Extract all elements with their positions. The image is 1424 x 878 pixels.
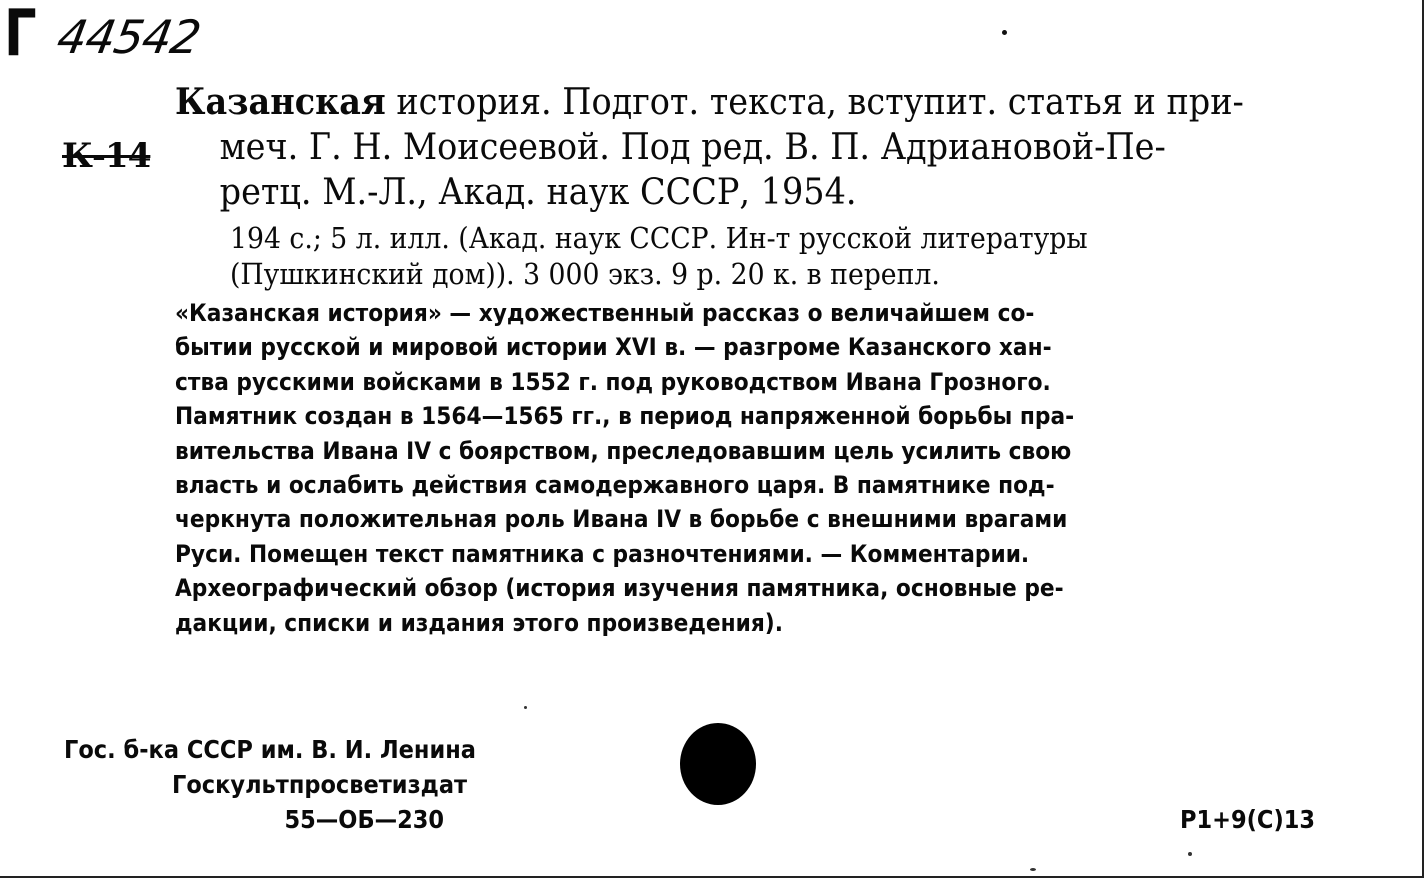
heading-line-1-rest: история. Подгот. текста, вступит. статья и при- bbox=[385, 82, 1244, 123]
annotation-line: Археографический обзор (история изучения памятника, основные ре- bbox=[175, 574, 1064, 603]
annotation-line: черкнута положительная роль Ивана IV в борьбе с внешними врагами bbox=[175, 505, 1068, 534]
annotation-line: власть и ослабить действия самодержавного царя. В памятнике под- bbox=[175, 471, 1055, 500]
annotation-line: «Казанская история» — художественный рассказ о величайшем со- bbox=[175, 299, 1035, 327]
publisher-name: Госкультпросветиздат bbox=[172, 770, 468, 799]
annotation-line: дакции, списки и издания этого произведения). bbox=[175, 608, 783, 637]
punch-hole bbox=[680, 723, 756, 805]
annotation-line: вительства Ивана IV с боярством, преследовавшим цель усилить свою bbox=[175, 436, 1072, 465]
imprint-line-2: (Пушкинский дом)). 3 000 экз. 9 р. 20 к. в перепл. bbox=[230, 257, 940, 291]
library-imprint bbox=[64, 732, 476, 837]
corner-mark: Г bbox=[4, 0, 37, 71]
ink-speck bbox=[1002, 30, 1007, 35]
handwritten-inventory-number: 44542 bbox=[53, 10, 205, 64]
classification-code: Р1+9(С)13 bbox=[1180, 805, 1316, 834]
heading-line-1 bbox=[175, 80, 1263, 125]
imprint-details bbox=[230, 220, 1260, 292]
imprint-line-1: 194 с.; 5 л. илл. (Акад. наук СССР. Ин-т русской литературы bbox=[230, 221, 1088, 255]
annotation-line: Руси. Помещен текст памятника с разночтениями. — Комментарии. bbox=[175, 539, 1030, 568]
shelf-mark: К-14 bbox=[62, 136, 151, 176]
ink-speck bbox=[1030, 868, 1036, 871]
annotation-line: Памятник создан в 1564—1565 гг., в период напряженной борьбы пра- bbox=[175, 402, 1075, 431]
annotation-line: бытии русской и мировой истории XVI в. — разгроме Казанского хан- bbox=[175, 333, 1052, 362]
annotation-line: ства русскими войсками в 1552 г. под руководством Ивана Грозного. bbox=[175, 367, 1051, 396]
library-name: Гос. б-ка СССР им. В. И. Ленина bbox=[64, 735, 476, 764]
annotation-paragraph bbox=[175, 296, 1229, 640]
heading-title-word: Казанская bbox=[175, 81, 386, 123]
ink-speck bbox=[524, 706, 527, 709]
ink-speck bbox=[1188, 852, 1192, 856]
heading-line-3: ретц. М.-Л., Акад. наук СССР, 1954. bbox=[219, 172, 857, 213]
bibliographic-heading bbox=[175, 80, 1263, 215]
card-order-number: 55—ОБ—230 bbox=[284, 805, 445, 834]
heading-line-2: меч. Г. Н. Моисеевой. Под ред. В. П. Адриановой-Пе- bbox=[219, 127, 1166, 168]
